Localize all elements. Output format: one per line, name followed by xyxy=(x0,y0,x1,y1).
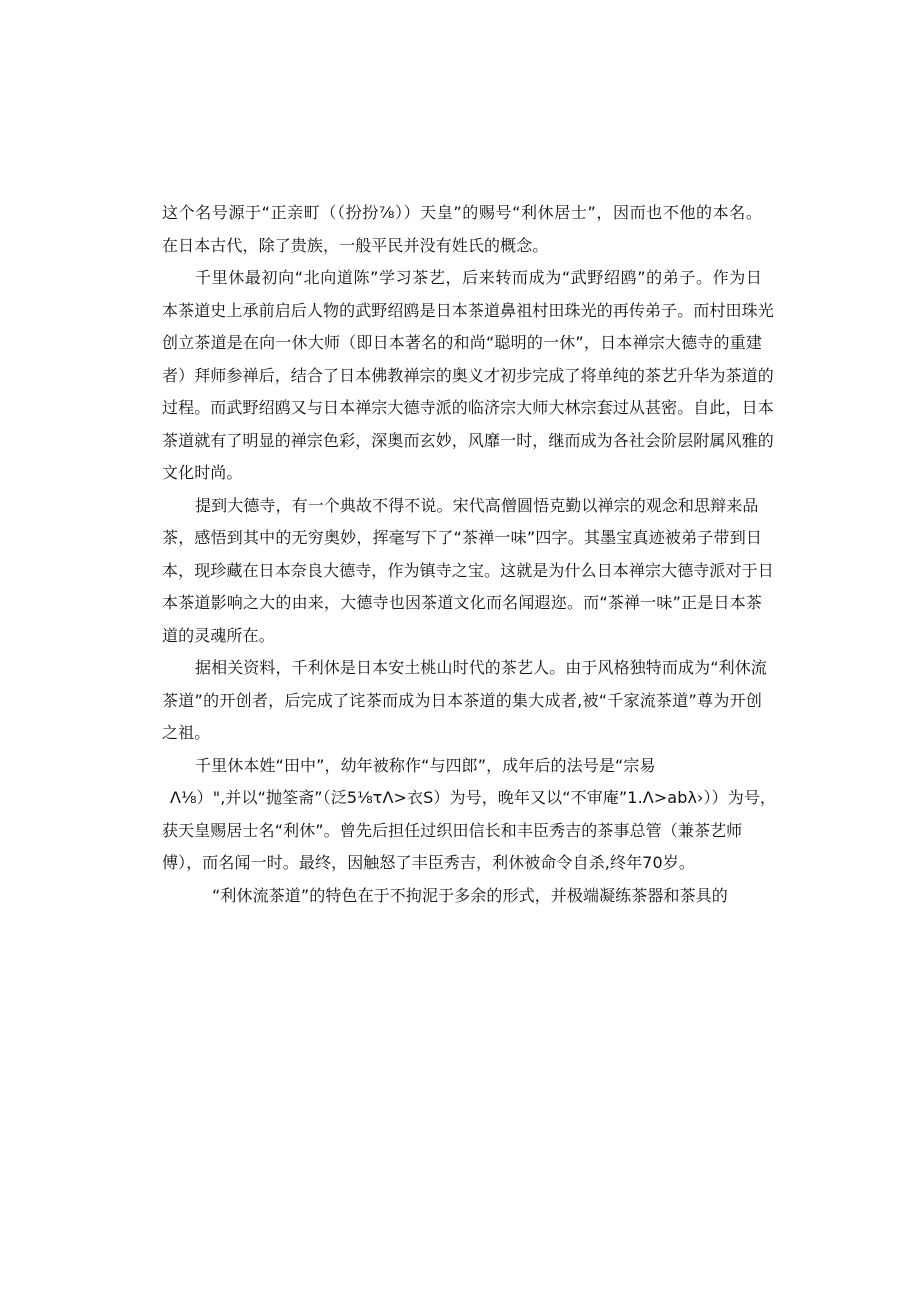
text-line: 据相关资料，千利休是日本安土桃山时代的茶艺人。由于风格独特而成为“利休流 xyxy=(195,658,767,677)
text-line: 文化时尚。 xyxy=(162,463,243,482)
text-line: 这个名号源于“正亲町（（扮扮⅞））天皇”的赐号“利休居士”，因而也不他的本名。 xyxy=(162,203,762,222)
text-line: 千里休最初向“北向道陈”学习茶艺，后来转而成为“武野绍鸥”的弟子。作为日 xyxy=(195,268,762,287)
text-line: 过程。而武野绍鸥又与日本禅宗大德寺派的临济宗大师大林宗套过从甚密。自此，日本 xyxy=(162,398,774,417)
text-line: 道的灵魂所在。 xyxy=(162,625,275,645)
text-line: 创立茶道是在向一休大师（即日本著名的和尚“聪明的一休”，日本禅宗大德寺的重建 xyxy=(162,333,762,352)
text-line: 提到大德寺，有一个典故不得不说。宋代高僧圆悟克勤以禅宗的观念和思辩来品 xyxy=(195,495,759,515)
text-line: 在日本古代，除了贵族，一般平民并没有姓氏的概念。 xyxy=(162,235,549,255)
text-line: 本，现珍藏在日本奈良大德寺，作为镇寺之宝。这就是为什么日本禅宗大德寺派对于日 xyxy=(162,560,774,580)
text-line: 本茶道史上承前启后人物的武野绍鸥是日本茶道鼻祖村田珠光的再传弟子。而村田珠光 xyxy=(162,300,774,320)
text-line: 茶道”的开创者，后完成了诧茶而成为日本茶道的集大成者,被“千家流茶道”尊为开创 xyxy=(162,690,762,710)
text-line: 获天皇赐居士名“利休”。曾先后担任过织田信长和丰臣秀吉的茶事总管（兼茶艺师 xyxy=(162,820,743,840)
text-line: 茶道就有了明显的禅宗色彩，深奥而玄妙，风靡一时，继而成为各社会阶层附属风雅的 xyxy=(162,430,774,450)
text-line: 千里休本姓“田中”，幼年被称作“与四郎”，成年后的法号是“宗易 xyxy=(195,755,656,775)
text-line: Λ⅛）",并以“抛筌斋”（泛5⅛τΛ>衣S）为号，晚年又以“不审庵”1.Λ>abλ›））为号， xyxy=(170,788,777,807)
text-line: 之祖。 xyxy=(162,723,211,742)
text-line: 茶，感悟到其中的无穷奥妙，挥毫写下了“茶禅一味”四字。其墨宝真迹被弟子带到日 xyxy=(162,528,762,547)
document-body xyxy=(162,197,777,912)
text-line: 本茶道影响之大的由来，大德寺也因茶道文化而名闻遐迩。而“茶禅一味”正是日本茶 xyxy=(162,593,762,612)
text-line: 傅），而名闻一时。最终，因触怒了丰臣秀吉，利休被命令自杀,终年70岁。 xyxy=(162,853,695,872)
text-line: 者）拜师参禅后，结合了日本佛教禅宗的奥义才初步完成了将单纯的茶艺升华为茶道的 xyxy=(162,365,774,385)
text-line: “利休流茶道”的特色在于不拘泥于多余的形式，并极端凝练茶器和茶具的 xyxy=(212,885,728,905)
